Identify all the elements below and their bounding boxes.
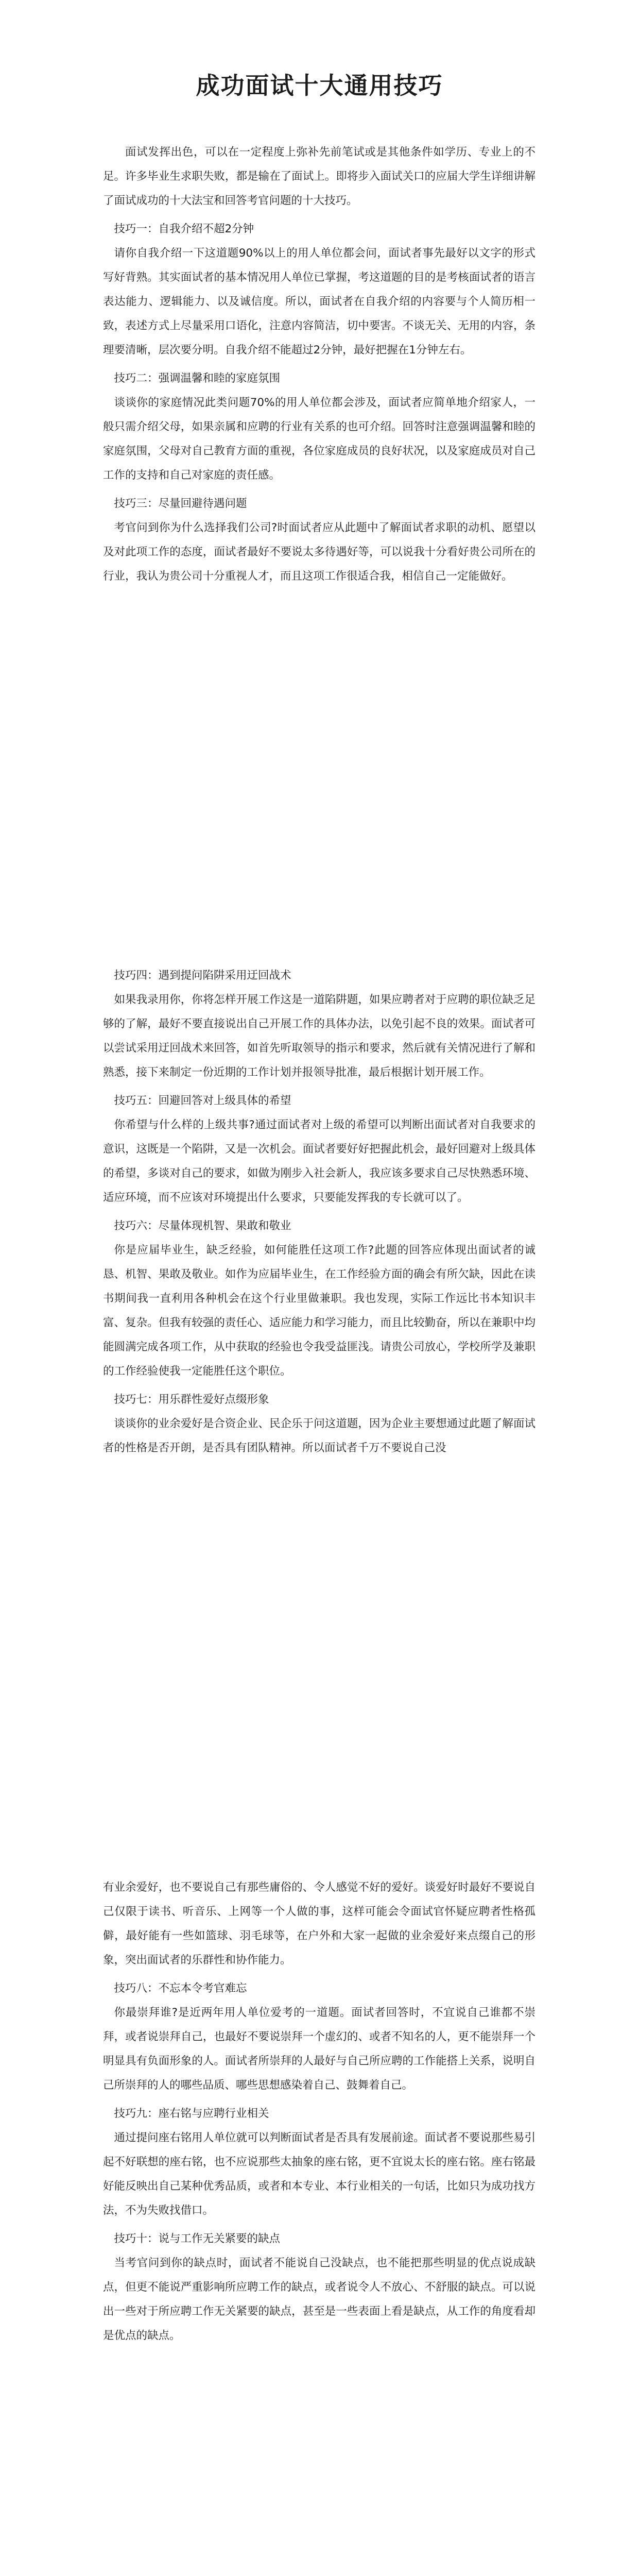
tip-6-body: 你是应届毕业生，缺乏经验，如何能胜任这项工作?此题的回答应体现出面试者的诚恳、机智、果敢及敬业。如作为应届毕业生，在工作经验方面的确会有所欠缺，因此在读书期间我一直利用各种机会在这个行业里做兼职。我也发现，实际工作远比书本知识丰富、复杂。但我有较强的责任心、适应能力和学习能力，而且比较勤奋，所以在兼职中均能圆满完成各项工作，从中获取的经验也令我受益匪浅。请贵公司放心，学校所学及兼职的工作经验使我一定能胜任这个职位。	[103, 1244, 536, 1378]
tip-4-body: 如果我录用你，你将怎样开展工作这是一道陷阱题，如果应聘者对于应聘的职位缺乏足够的了解，最好不要直接说出自己开展工作的具体办法，以免引起不良的效果。面试者可以尝试采用迂回战术来回答，如首先听取领导的指示和要求，然后就有关情况进行了解和熟悉，接下来制定一份近期的工作计划并报领导批准，最后根据计划开展工作。	[103, 993, 536, 1079]
content-section-2	[103, 963, 536, 1460]
tip-8-body: 你最崇拜谁?是近两年用人单位爱考的一道题。面试者回答时，不宜说自己谁都不崇拜，或者说崇拜自己，也最好不要说崇拜一个虚幻的、或者不知名的人，更不能崇拜一个明显具有负面形象的人。面试者所崇拜的人最好与自己所应聘的工作能搭上关系，说明自己所崇拜的人的哪些品质、哪些思想感染着自己、鼓舞着自己。	[103, 2006, 536, 2092]
content-section-3	[103, 1875, 536, 2348]
tip-3-heading: 技巧三：尽量回避待遇问题	[114, 497, 247, 510]
tip-5-heading: 技巧五：回避回答对上级具体的希望	[114, 1094, 291, 1107]
tip-1-heading: 技巧一：自我介绍不超2分钟	[114, 223, 254, 235]
tip-7-body-continued: 有业余爱好，也不要说自己有那些庸俗的、令人感觉不好的爱好。谈爱好时最好不要说自己仅限于读书、听音乐、上网等一个人做的事，这样可能会令面试官怀疑应聘者性格孤僻，最好能有一些如篮球、羽毛球等，在户外和大家一起做的业余爱好来点缀自己的形象，突出面试者的乐群性和协作能力。	[103, 1881, 536, 1967]
tip-9-body: 通过提问座右铭用人单位就可以判断面试者是否具有发展前途。面试者不要说那些易引起不好联想的座右铭，也不应说那些太抽象的座右铭，更不宜说太长的座右铭。座右铭最好能反映出自己某种优秀品质，或者和本专业、本行业相关的一句话，比如只为成功找方法，不为失败找借口。	[103, 2131, 536, 2217]
tip-3-body: 考官问到你为什么选择我们公司?时面试者应从此题中了解面试者求职的动机、愿望以及对此项工作的态度，面试者最好不要说太多待遇好等，可以说我十分看好贵公司所在的行业，我认为贵公司十分重视人才，而且这项工作很适合我，相信自己一定能做好。	[103, 521, 536, 583]
tip-10-body: 当考官问到你的缺点时，面试者不能说自己没缺点，也不能把那些明显的优点说成缺点，但更不能说严重影响所应聘工作的缺点，或者说令人不放心、不舒服的缺点。可以说出一些对于所应聘工作无关紧要的缺点，甚至是一些表面上看是缺点，从工作的角度看却是优点的缺点。	[103, 2257, 536, 2342]
tip-9-heading: 技巧九：座右铭与应聘行业相关	[114, 2107, 269, 2120]
tip-7-heading: 技巧七：用乐群性爱好点缀形象	[114, 1393, 269, 1406]
tip-2-heading: 技巧二：强调温馨和睦的家庭氛围	[114, 372, 281, 385]
tip-5-body: 你希望与什么样的上级共事?通过面试者对上级的希望可以判断出面试者对自我要求的意识，这既是一个陷阱，又是一次机会。面试者要好好把握此机会，最好回避对上级具体的希望，多谈对自己的要求，如做为刚步入社会新人，我应该多要求自己尽快熟悉环境、适应环境，而不应该对环境提出什么要求，只要能发挥我的专长就可以了。	[103, 1118, 536, 1204]
tip-1-body: 请你自我介绍一下这道题90%以上的用人单位都会问，面试者事先最好以文字的形式写好背熟。其实面试者的基本情况用人单位已掌握，考这道题的目的是考核面试者的语言表达能力、逻辑能力、以及诚信度。所以，面试者在自我介绍的内容要与个人简历相一致，表述方式上尽量采用口语化，注意内容简洁，切中要害。不谈无关、无用的内容，条理要清晰，层次要分明。自我介绍不能超过2分钟，最好把握在1分钟左右。	[103, 247, 536, 357]
intro-paragraph: 面试发挥出色，可以在一定程度上弥补先前笔试或是其他条件如学历、专业上的不足。许多毕业生求职失败，都是输在了面试上。即将步入面试关口的应届大学生详细讲解了面试成功的十大法宝和回答考官问题的十大技巧。	[103, 146, 536, 207]
tip-4-heading: 技巧四：遇到提问陷阱采用迂回战术	[114, 969, 291, 982]
tip-2-body: 谈谈你的家庭情况此类问题70%的用人单位都会涉及，面试者应简单地介绍家人，一般只需介绍父母，如果亲属和应聘的行业有关系的也可介绍。回答时注意强调温馨和睦的家庭氛围，父母对自己教育方面的重视，各位家庭成员的良好状况，以及家庭成员对自己工作的支持和自己对家庭的责任感。	[103, 396, 536, 482]
content-section-1	[103, 140, 536, 588]
document-title: 成功面试十大通用技巧	[196, 72, 443, 99]
tip-6-heading: 技巧六：尽量体现机智、果敢和敬业	[114, 1219, 291, 1232]
tip-7-body: 谈谈你的业余爱好是合资企业、民企乐于问这道题，因为企业主要想通过此题了解面试者的性格是否开朗，是否具有团队精神。所以面试者千万不要说自己没	[103, 1417, 536, 1454]
tip-10-heading: 技巧十：说与工作无关紧要的缺点	[114, 2232, 281, 2245]
tip-8-heading: 技巧八：不忘本令考官难忘	[114, 1982, 247, 1995]
